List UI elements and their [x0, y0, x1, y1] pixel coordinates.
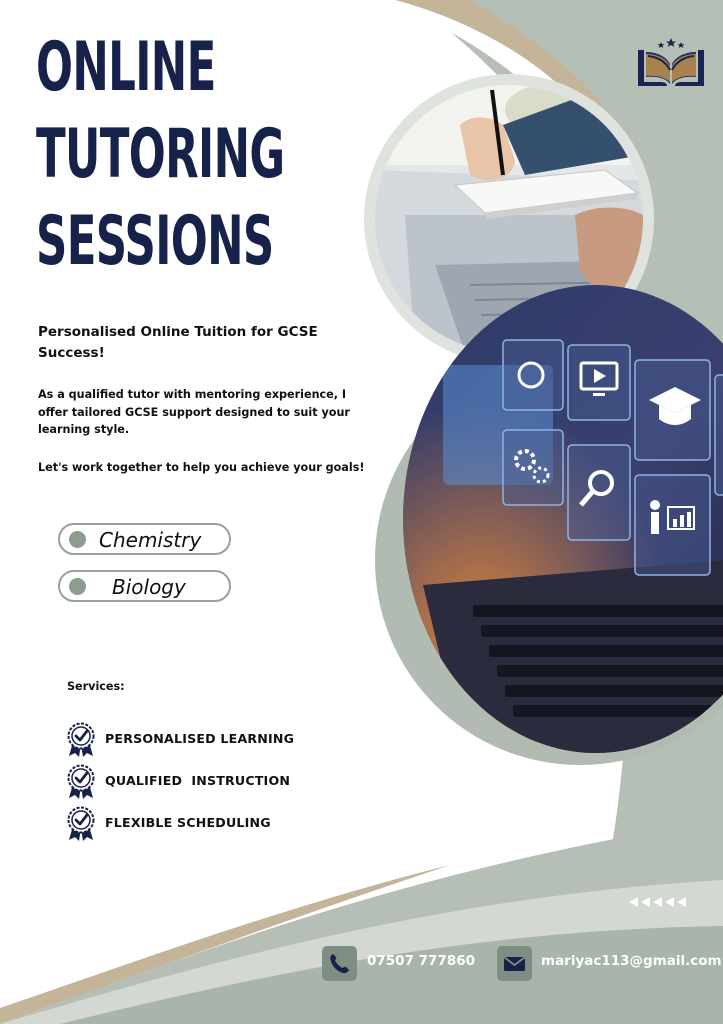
email-address[interactable]: mariyac113@gmail.com: [541, 953, 722, 969]
service-label: QUALIFIED INSTRUCTION: [105, 773, 291, 788]
subheading: Personalised Online Tuition for GCSE Success!: [38, 324, 318, 361]
certified-badge-icon: [67, 764, 95, 800]
title-line-2: TUTORING: [36, 115, 285, 194]
service-item: [67, 722, 367, 756]
service-label: FLEXIBLE SCHEDULING: [105, 815, 271, 830]
subject-label: Biology: [112, 575, 186, 599]
subject-label: Chemistry: [99, 528, 202, 552]
pill-bullet-dot: [69, 531, 86, 548]
intro-paragraph: As a qualified tutor with mentoring experience, I offer tailored GCSE support designed to suit your learning style.: [38, 388, 350, 436]
phone-number[interactable]: 07507 777860: [367, 953, 476, 969]
open-book-with-stars-logo: [634, 36, 708, 90]
service-item: [67, 764, 367, 798]
service-label: PERSONALISED LEARNING: [105, 731, 295, 746]
title-line-3: SESSIONS: [36, 202, 274, 281]
call-to-action: Let's work together to help you achieve your goals!: [38, 461, 365, 474]
title-line-1: ONLINE: [36, 28, 216, 107]
subject-pill-chemistry: [58, 523, 231, 555]
certified-badge-icon: [67, 722, 95, 758]
services-heading: Services:: [67, 680, 125, 693]
subject-pill-biology: [58, 570, 231, 602]
envelope-icon[interactable]: [497, 946, 532, 981]
page-title: [36, 24, 284, 285]
left-arrows-decoration: [629, 896, 687, 908]
phone-glyph: [322, 946, 357, 981]
certified-badge-icon: [67, 806, 95, 842]
phone-icon[interactable]: [322, 946, 357, 981]
service-item: [67, 806, 367, 840]
pill-bullet-dot: [69, 578, 86, 595]
envelope-glyph: [497, 946, 532, 981]
